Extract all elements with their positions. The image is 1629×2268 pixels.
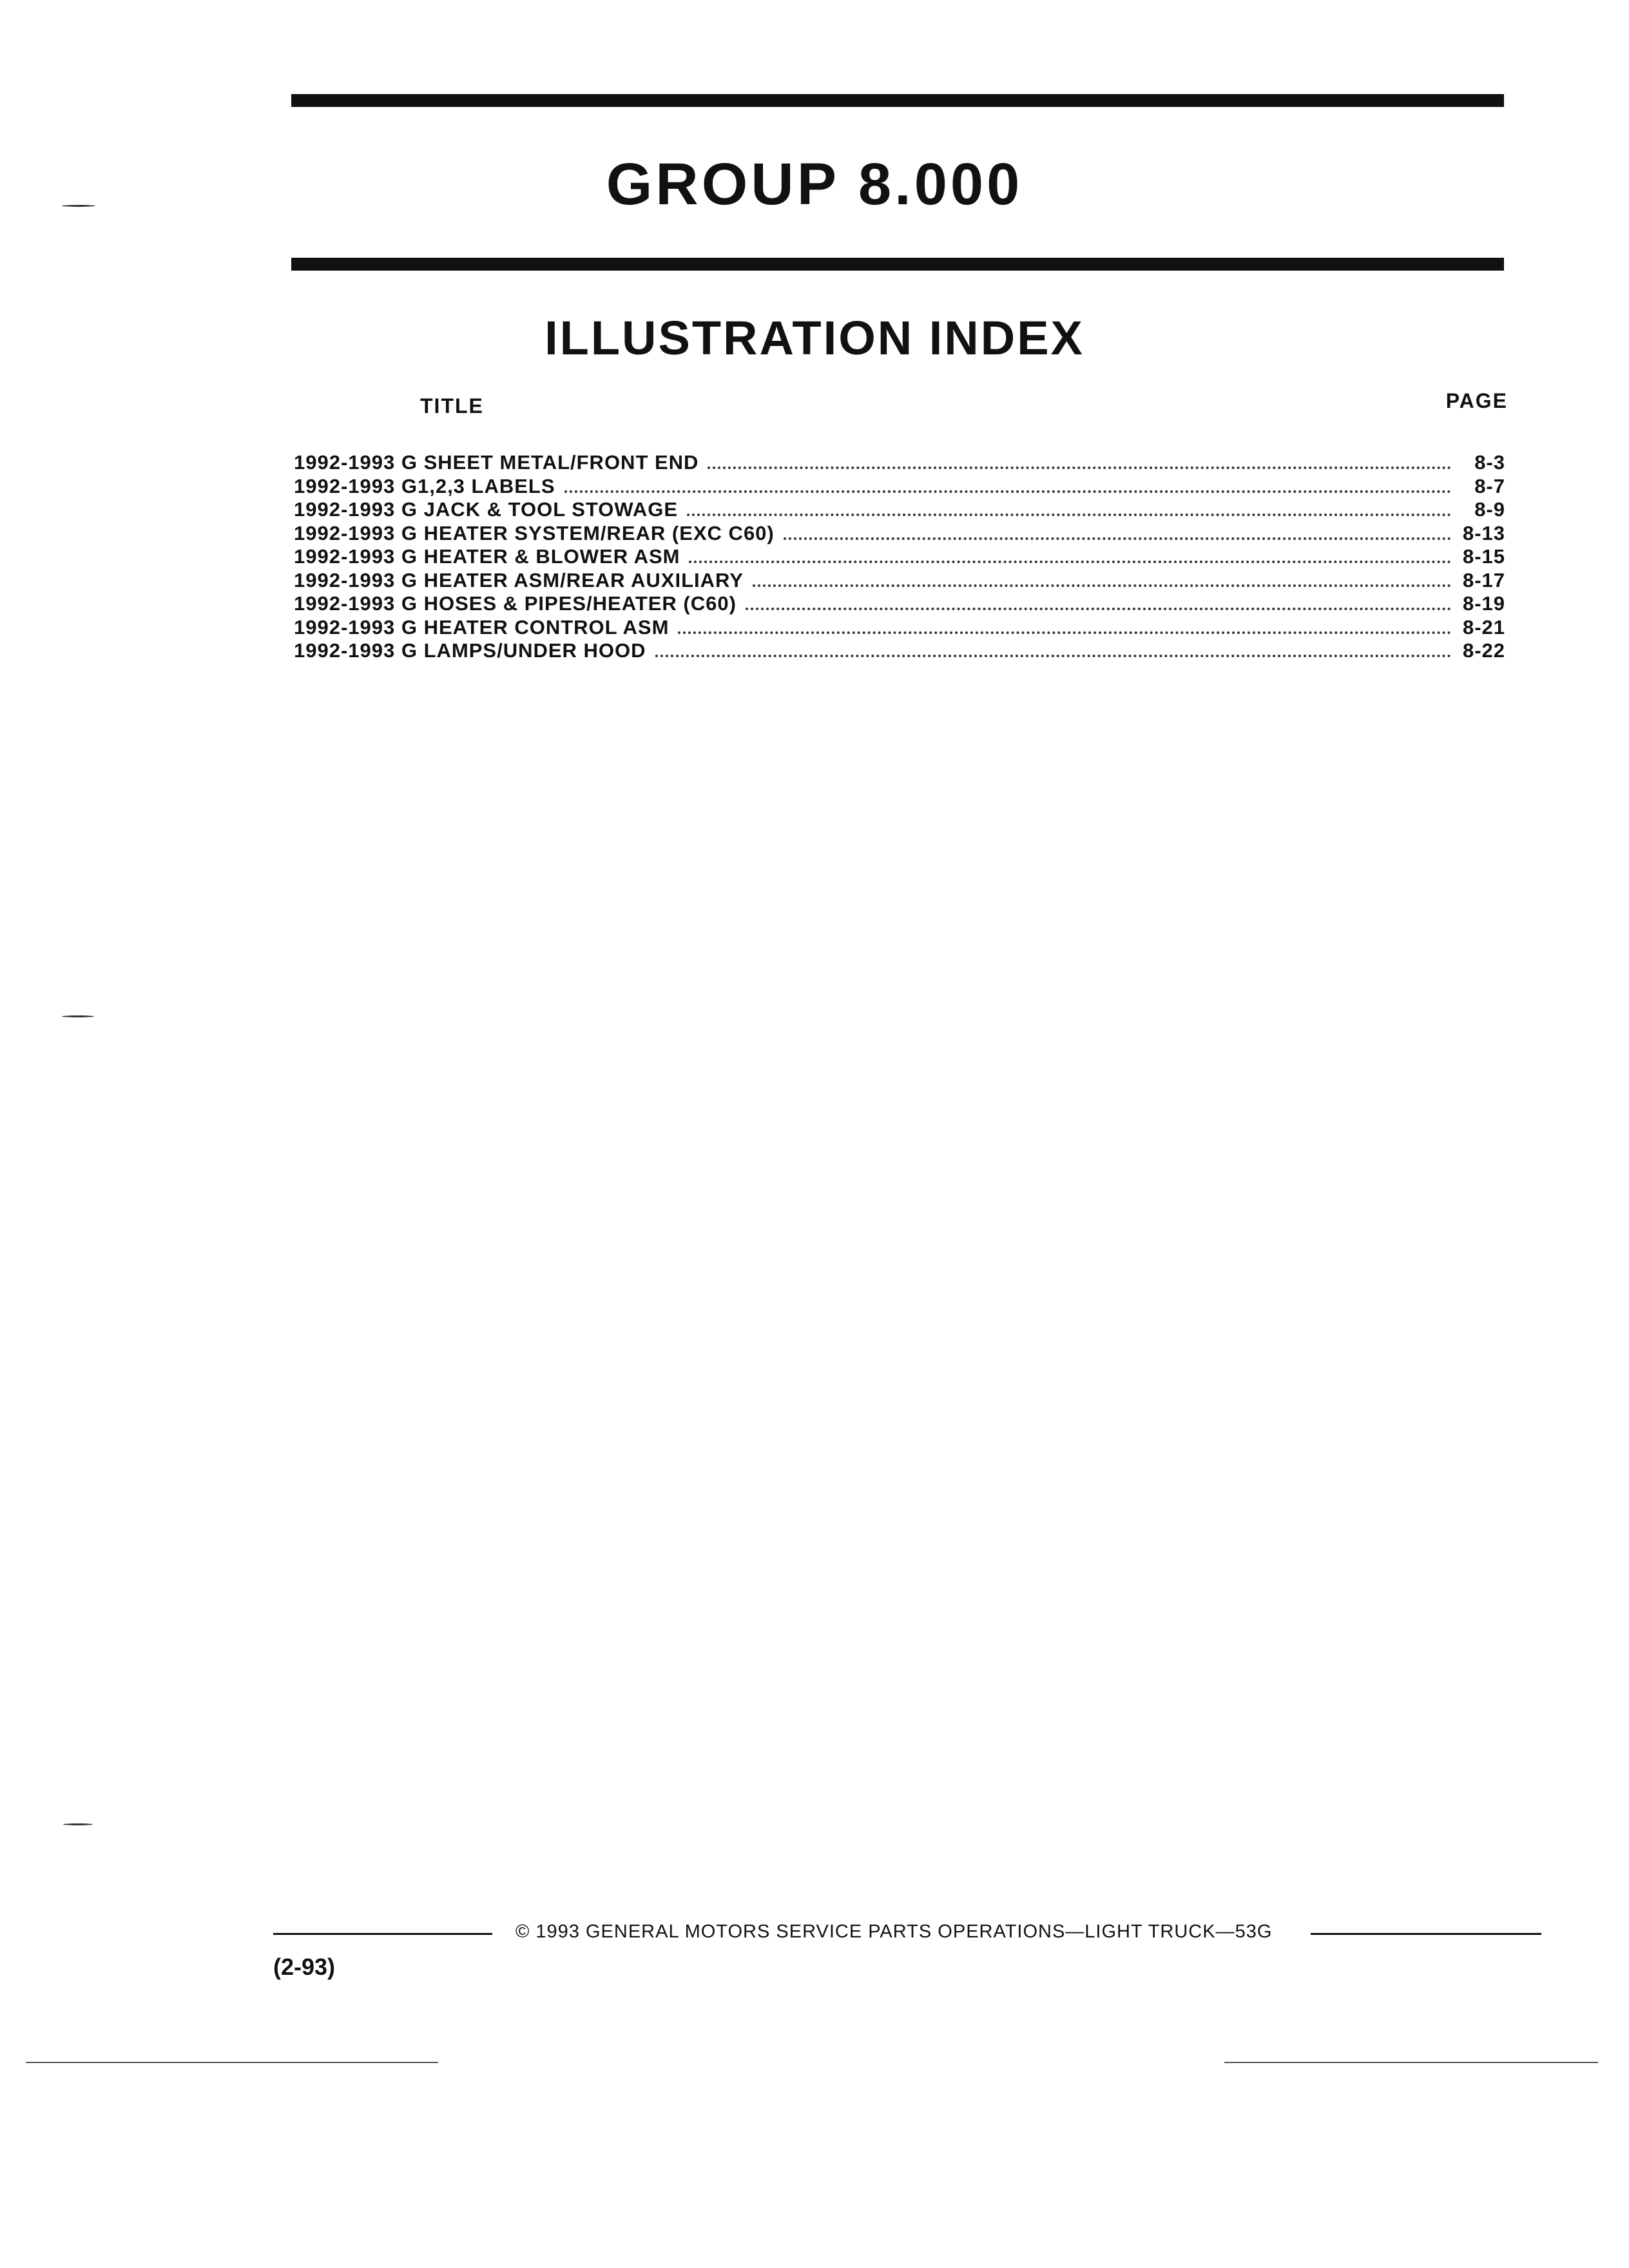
page-edge-left bbox=[26, 2062, 438, 2063]
illustration-index-title: ILLUSTRATION INDEX bbox=[545, 311, 1084, 365]
entry-title: 1992-1993 G HEATER & BLOWER ASM bbox=[294, 545, 680, 568]
dot-leader bbox=[564, 490, 1451, 493]
entry-page: 8-22 bbox=[1462, 639, 1505, 662]
entry-page: 8-9 bbox=[1474, 498, 1505, 521]
dot-leader bbox=[655, 655, 1451, 657]
entry-title: 1992-1993 G HOSES & PIPES/HEATER (C60) bbox=[294, 592, 737, 615]
index-entry[interactable] bbox=[294, 475, 1505, 499]
revision-date: (2-93) bbox=[273, 1954, 336, 1980]
binder-mark bbox=[63, 1823, 93, 1825]
index-entry[interactable] bbox=[294, 616, 1505, 640]
entry-title: 1992-1993 G LAMPS/UNDER HOOD bbox=[294, 639, 646, 662]
footer-rule-right bbox=[1311, 1933, 1541, 1935]
index-entry[interactable] bbox=[294, 569, 1505, 593]
binder-mark bbox=[62, 1015, 94, 1017]
page-column-header: PAGE bbox=[1445, 389, 1508, 412]
index-entry[interactable] bbox=[294, 498, 1505, 522]
entry-title: 1992-1993 G HEATER ASM/REAR AUXILIARY bbox=[294, 568, 744, 591]
copyright-notice: © 1993 GENERAL MOTORS SERVICE PARTS OPERATIONS—LIGHT TRUCK—53G bbox=[516, 1921, 1273, 1942]
dot-leader bbox=[746, 608, 1451, 610]
footer-rule-left bbox=[273, 1933, 492, 1935]
entry-title: 1992-1993 G JACK & TOOL STOWAGE bbox=[294, 498, 679, 521]
dot-leader bbox=[678, 631, 1451, 634]
index-entry[interactable] bbox=[294, 522, 1505, 546]
title-column-header: TITLE bbox=[420, 394, 484, 418]
index-entry[interactable] bbox=[294, 545, 1505, 569]
entry-page: 8-15 bbox=[1462, 545, 1505, 568]
entry-page: 8-21 bbox=[1462, 615, 1505, 639]
top-rule bbox=[291, 94, 1504, 107]
dot-leader bbox=[708, 466, 1451, 469]
index-entry[interactable] bbox=[294, 592, 1505, 616]
entry-page: 8-3 bbox=[1474, 451, 1505, 474]
dot-leader bbox=[753, 584, 1451, 587]
entry-page: 8-19 bbox=[1462, 592, 1505, 615]
entry-title: 1992-1993 G SHEET METAL/FRONT END bbox=[294, 451, 699, 474]
dot-leader bbox=[689, 561, 1451, 563]
entry-title: 1992-1993 G HEATER CONTROL ASM bbox=[294, 615, 670, 639]
index-entry[interactable] bbox=[294, 639, 1505, 663]
index-entry[interactable] bbox=[294, 451, 1505, 475]
entry-page: 8-17 bbox=[1462, 568, 1505, 591]
dot-leader bbox=[687, 514, 1451, 516]
entry-title: 1992-1993 G1,2,3 LABELS bbox=[294, 474, 555, 497]
dot-leader bbox=[784, 537, 1451, 540]
index-entries bbox=[294, 451, 1505, 663]
page-edge-right bbox=[1224, 2062, 1598, 2063]
entry-page: 8-7 bbox=[1474, 474, 1505, 497]
group-title: GROUP 8.000 bbox=[606, 151, 1023, 217]
second-rule bbox=[291, 258, 1504, 271]
binder-mark bbox=[62, 205, 95, 207]
entry-page: 8-13 bbox=[1462, 521, 1505, 544]
entry-title: 1992-1993 G HEATER SYSTEM/REAR (EXC C60) bbox=[294, 521, 775, 544]
